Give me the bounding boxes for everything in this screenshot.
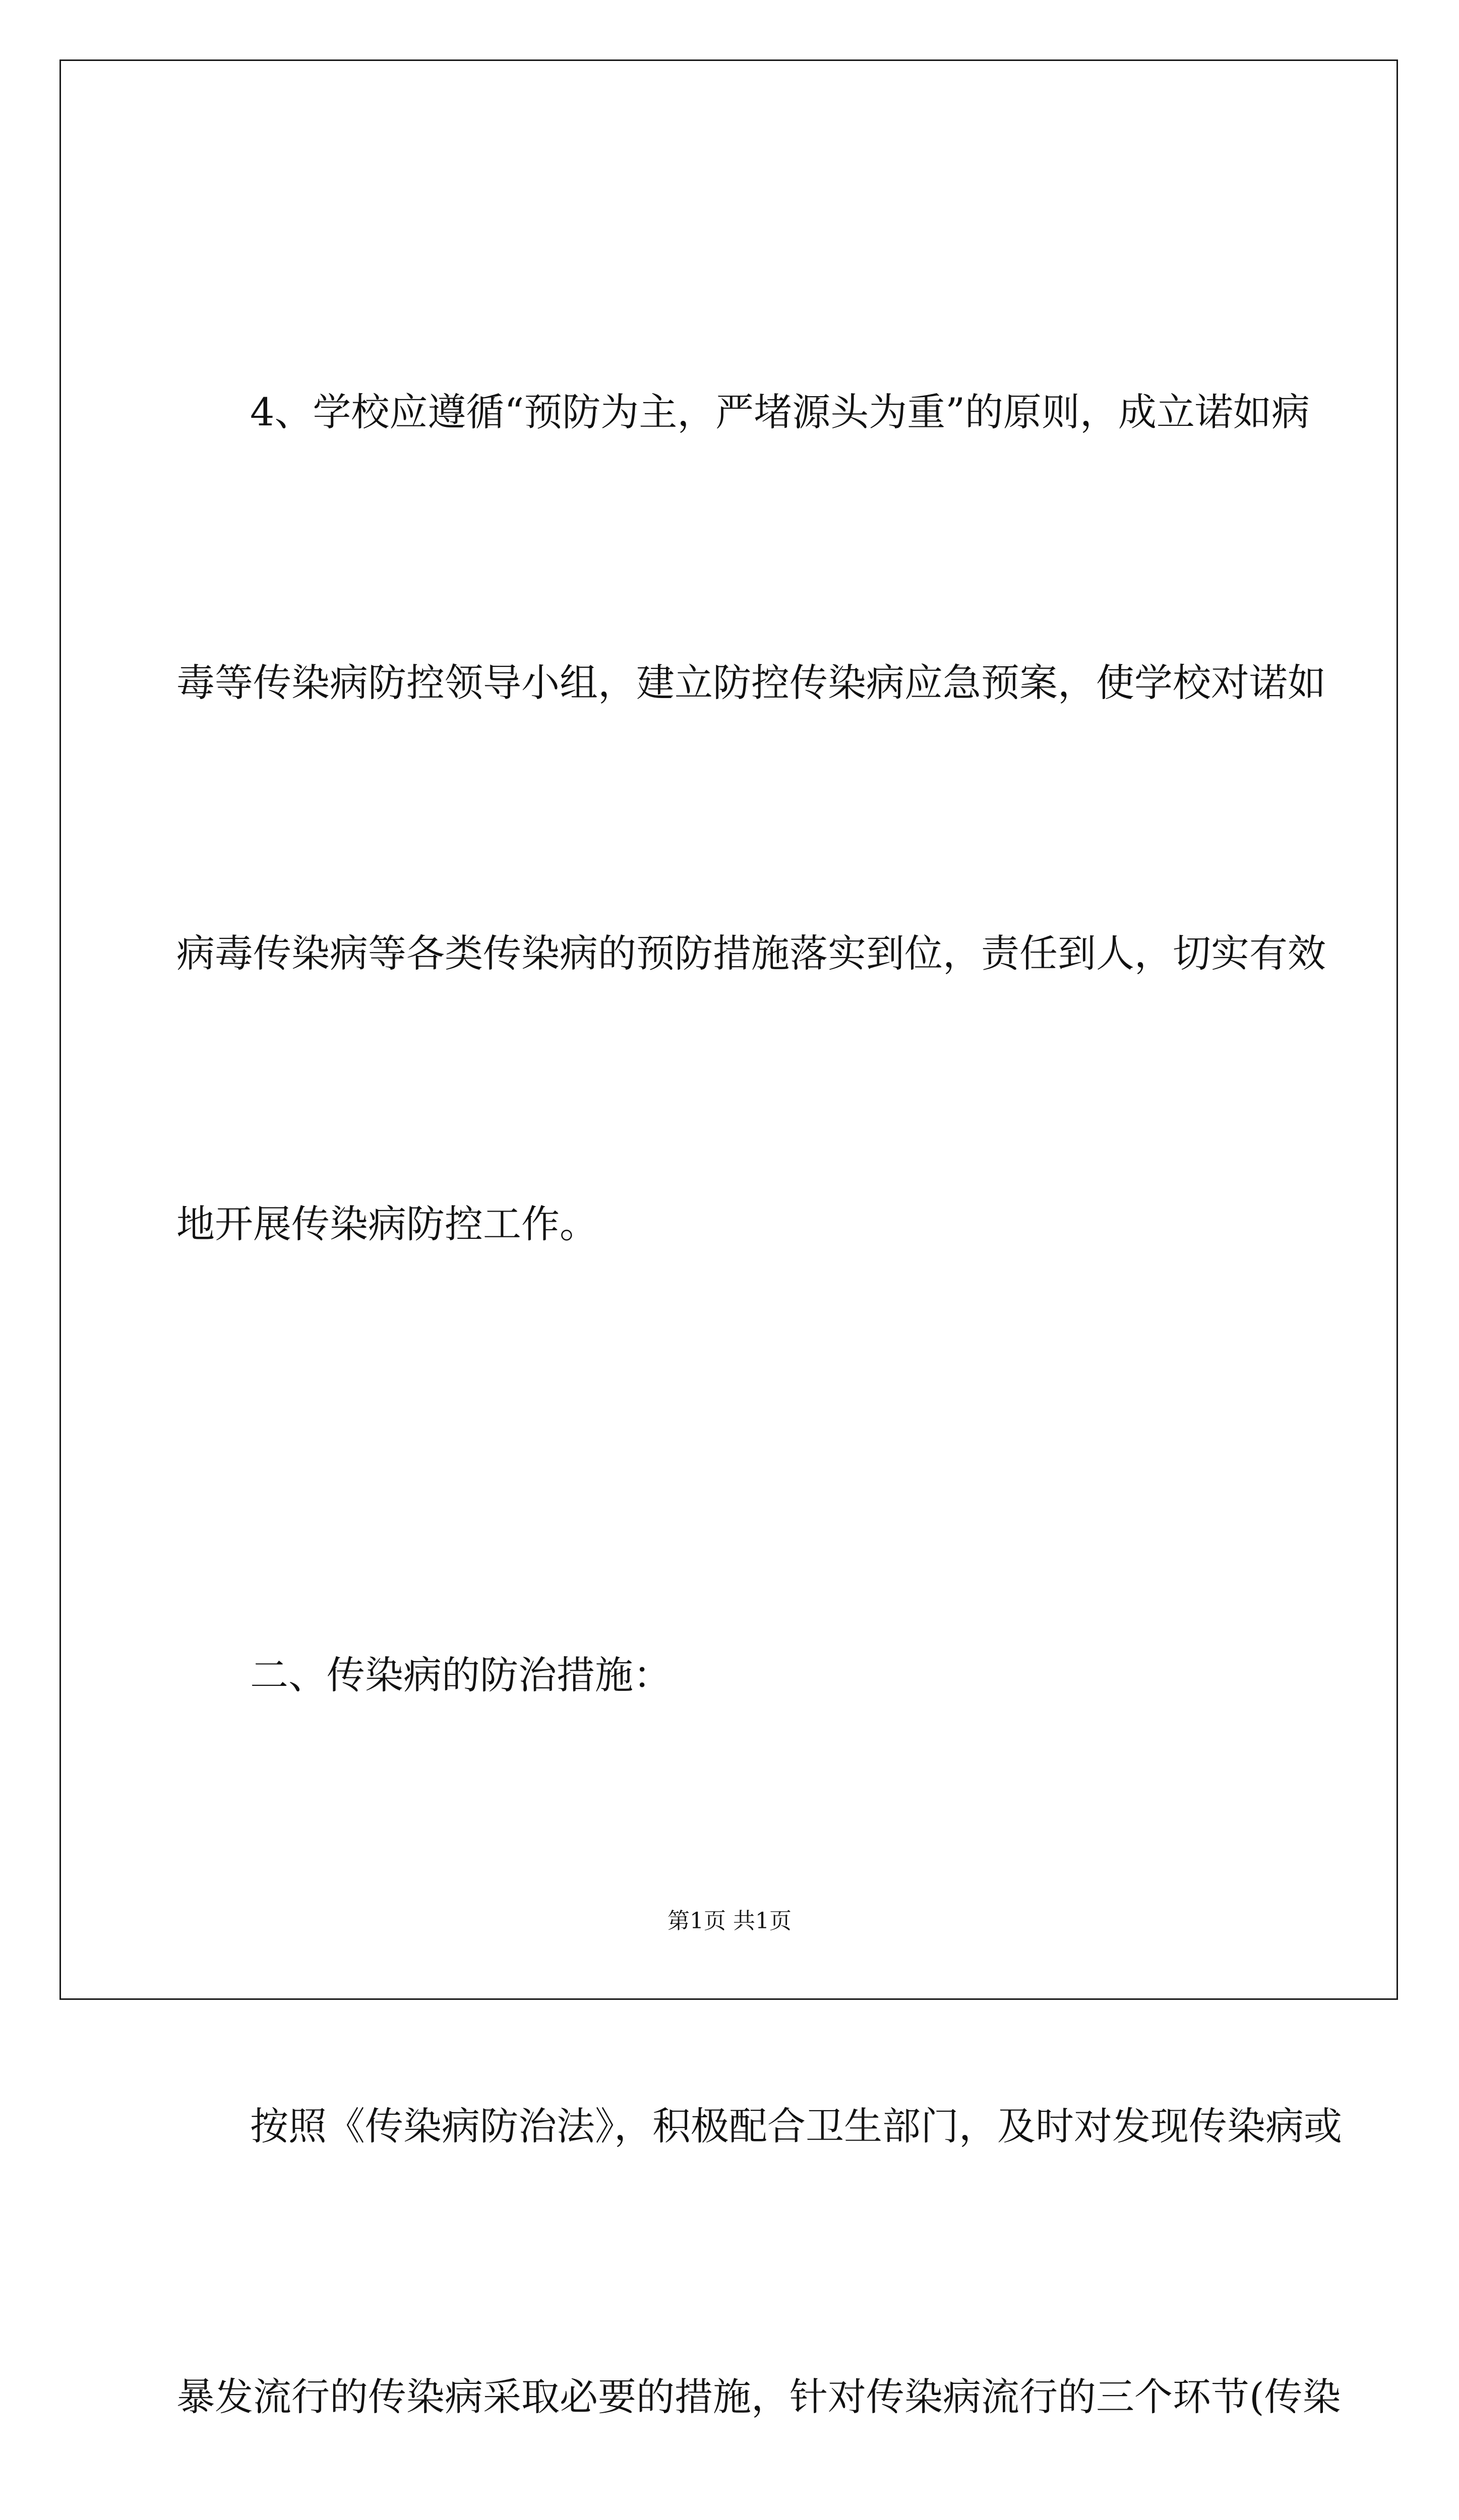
text-line: 4、学校应遵循“预防为主，严堵源头为重”的原则，成立诺如病	[250, 390, 1310, 434]
section-heading	[176, 1450, 1286, 1901]
text-line: 毒等传染病防控领导小组，建立防控传染病应急预案，使学校对诺如	[176, 660, 1326, 705]
page-number: 第1页 共1页	[667, 1908, 792, 1934]
paragraph-2	[176, 1901, 1342, 2520]
page-footer	[0, 1903, 1459, 1935]
text-line: 地开展传染病防控工作。	[176, 1202, 598, 1246]
paragraph-1	[176, 186, 1326, 1450]
text-line: 二、传染病的防治措施：	[250, 1653, 672, 1697]
document-body	[176, 186, 1342, 2520]
text-line: 暴发流行的传染病采取必要的措施，针对传染病流行的三个环节(传染	[176, 2374, 1341, 2419]
text-line: 按照《传染病防治法》，积极配合卫生部门，及时对发现传染病或	[250, 2104, 1342, 2149]
text-line: 病毒传染病等各类传染病的预防措施落实到位，责任到人，切实有效	[176, 931, 1326, 976]
